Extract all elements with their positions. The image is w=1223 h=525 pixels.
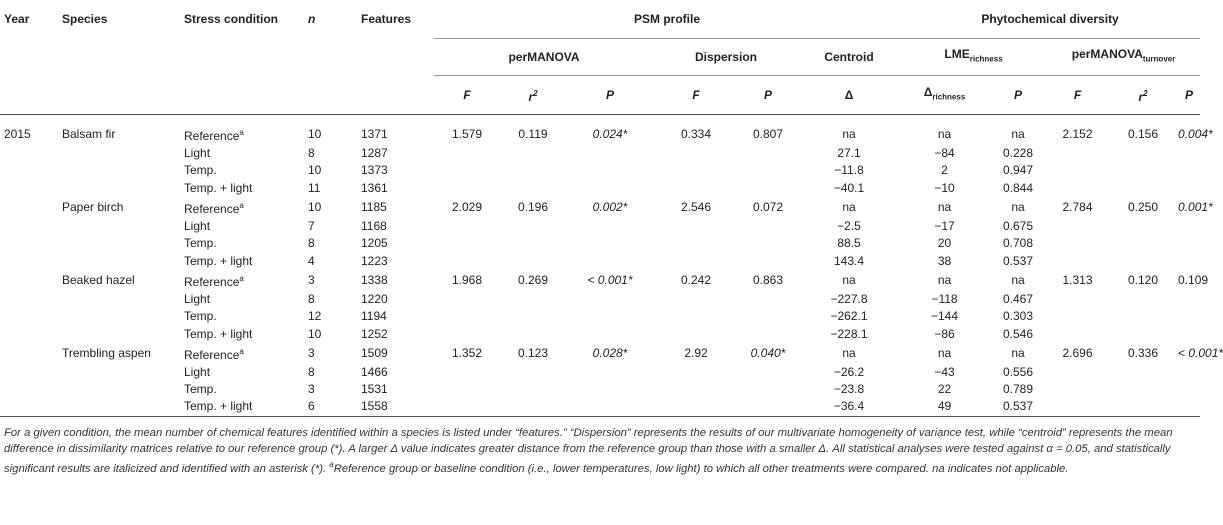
lme-p-cell: 0.556 [1003,364,1034,379]
species-cell [62,162,184,179]
table-row [0,325,1200,342]
permanova-f-cell [434,364,500,381]
dispersion-p-cell: 0.040* [750,345,786,360]
turnover-f-cell [1047,180,1108,197]
year-cell [0,308,62,325]
species-cell [62,381,184,398]
table-row [0,291,1200,308]
permanova-r2-cell: 0.269 [517,272,549,287]
turnover-p-cell [1178,180,1200,197]
header-permanova: perMANOVA [434,39,654,76]
species-cell [62,398,184,416]
permanova-r2-cell [500,162,566,179]
permanova-r2-cell [500,364,566,381]
n-cell: 12 [308,309,322,324]
centroid-delta-cell: 143.4 [833,253,865,268]
year-cell [0,325,62,342]
turnover-r2-cell: 0.120 [1128,272,1159,287]
lme-p-cell: na [1011,127,1025,141]
features-cell: 1205 [361,236,388,251]
dispersion-p-cell: 0.863 [752,272,784,287]
lme-delta-cell: 2 [941,163,948,178]
features-cell: 1287 [361,146,388,161]
features-cell: 1466 [361,364,388,379]
lme-delta-cell: 49 [937,399,952,414]
lme-delta-cell: −86 [934,326,955,341]
permanova-r2-cell [500,235,566,252]
turnover-f-cell: 2.784 [1062,199,1093,214]
table-row [0,124,1200,145]
header-lme-p: P [1014,87,1023,102]
permanova-p-cell [566,180,654,197]
header-psm-profile: PSM profile [434,0,900,39]
condition-cell: Light [184,364,211,379]
header-centroid-delta: Δ [844,87,854,102]
condition-cell: Temp. [184,236,217,251]
permanova-p-cell: 0.028* [592,345,628,360]
permanova-p-cell [566,398,654,416]
n-cell: 3 [308,272,315,287]
table-row [0,308,1200,325]
condition-cell: Reference$^a$ [184,128,244,143]
condition-cell: Light [184,291,211,306]
n-cell: 11 [308,180,321,195]
species-cell [62,291,184,308]
turnover-p-cell: 0.004* [1178,127,1213,141]
centroid-delta-cell: −262.1 [830,309,868,324]
permanova-f-cell [434,218,500,235]
features-cell: 1371 [361,127,388,141]
permanova-p-cell: 0.002* [592,199,628,214]
permanova-r2-cell [500,180,566,197]
dispersion-f-cell [654,162,738,179]
n-cell: 7 [308,219,315,234]
dispersion-f-cell: 0.334 [680,127,712,141]
turnover-f-cell [1047,162,1108,179]
features-cell: 1185 [361,199,387,214]
lme-p-cell: na [1011,345,1025,360]
permanova-r2-cell [500,291,566,308]
turnover-f-cell [1047,218,1108,235]
permanova-p-cell [566,218,654,235]
permanova-r2-cell: 0.196 [517,199,549,214]
header-dispersion: Dispersion [654,39,798,76]
lme-p-cell: 0.947 [1003,163,1034,178]
lme-p-cell: 0.303 [1003,309,1034,324]
turnover-f-cell [1047,325,1108,342]
turnover-f-cell [1047,381,1108,398]
turnover-f-cell: 2.696 [1062,345,1093,360]
turnover-r2-cell [1108,325,1178,342]
year-cell [0,398,62,416]
lme-p-cell: na [1011,199,1025,214]
turnover-r2-cell [1108,252,1178,269]
table-row [0,235,1200,252]
species-cell: Paper birch [62,199,124,214]
table-row [0,180,1200,197]
condition-cell: Reference$^a$ [184,346,244,362]
year-cell [0,252,62,269]
centroid-delta-cell: na [842,127,856,141]
header-phytochemical-diversity: Phytochemical diversity [900,0,1200,39]
table-row [0,197,1200,218]
header-features: Features [361,11,412,26]
dispersion-f-cell [654,218,738,235]
turnover-r2-cell [1108,381,1178,398]
n-cell: 6 [308,399,315,414]
table-row [0,218,1200,235]
n-cell: 4 [308,253,315,268]
turnover-p-cell [1178,381,1200,398]
centroid-delta-cell: na [842,199,856,214]
species-cell [62,325,184,342]
year-cell [0,364,62,381]
permanova-p-cell [566,235,654,252]
turnover-p-cell [1178,291,1200,308]
centroid-delta-cell: na [842,345,856,360]
species-cell [62,235,184,252]
permanova-p-cell [566,162,654,179]
centroid-delta-cell: −228.1 [830,326,868,341]
dispersion-p-cell [738,364,798,381]
permanova-f-cell: 1.352 [451,345,483,360]
year-cell [0,180,62,197]
centroid-delta-cell: −36.4 [833,399,865,414]
turnover-p-cell [1178,308,1200,325]
header-lme-richness: $LME_{richness}$ [900,39,1047,76]
features-cell: 1338 [361,272,388,287]
features-cell: 1531 [361,382,388,397]
turnover-f-cell [1047,145,1108,162]
species-cell [62,180,184,197]
centroid-delta-cell: 88.5 [837,236,861,251]
year-cell [0,343,62,364]
turnover-f-cell [1047,364,1108,381]
permanova-f-cell [434,381,500,398]
permanova-r2-cell [500,145,566,162]
header-species: Species [62,11,108,26]
permanova-r2-cell [500,218,566,235]
n-cell: 10 [308,163,322,178]
turnover-f-cell: 1.313 [1062,272,1093,287]
permanova-r2-cell: 0.123 [517,345,549,360]
features-cell: 1361 [361,180,388,195]
centroid-delta-cell: −40.1 [833,180,865,195]
features-cell: 1558 [361,399,388,414]
year-cell [0,145,62,162]
footnote-main: For a given condition, the mean number of chemical features identified within a species is listed under “features.” “Dispersion” represents the results of our multivariate homogeneity of variance test, while “centroid” represents the mean difference in dissimilarity matrices relative to our reference group (*). A larger Δ value indicates greater distance from the reference group than those with a smaller Δ. All statistical analyses were tested against α = 0.05, and statistically significant results are italicized and identified with an asterisk (*). [4,427,1173,476]
permanova-f-cell [434,308,500,325]
turnover-f-cell [1047,398,1108,416]
turnover-r2-cell [1108,235,1178,252]
dispersion-f-cell [654,364,738,381]
condition-cell: Reference$^a$ [184,200,244,216]
centroid-delta-cell: −2.5 [837,219,861,234]
condition-cell: Temp. + light [184,399,253,414]
header-disp-f: F [692,87,700,102]
dispersion-f-cell [654,325,738,342]
header-centroid: Centroid [798,39,900,76]
lme-p-cell: 0.675 [1003,219,1034,234]
turnover-r2-cell [1108,145,1178,162]
lme-p-cell: 0.537 [1003,399,1034,414]
features-cell: 1220 [361,291,388,306]
turnover-p-cell [1178,145,1200,162]
turnover-f-cell [1047,291,1108,308]
permanova-r2-cell [500,308,566,325]
header-turn-p: P [1185,87,1194,102]
lme-p-cell: 0.228 [1003,146,1034,161]
dispersion-p-cell [738,162,798,179]
condition-cell: Temp. + light [184,253,253,268]
lme-delta-cell: −10 [934,180,955,195]
footnote-reference: Reference group or baseline condition (i.e., lower temperatures, low light) to which all other treatments were compared. na indicates not applicable. [333,463,1069,476]
header-stress-condition: Stress condition [184,11,279,26]
condition-cell: Temp. [184,163,217,178]
permanova-r2-cell [500,381,566,398]
header-perm-r2: $r^2$ [528,88,538,104]
permanova-p-cell: < 0.001* [587,272,633,287]
centroid-delta-cell: 27.1 [837,146,861,161]
lme-p-cell: 0.844 [1003,180,1034,195]
dispersion-f-cell [654,291,738,308]
dispersion-f-cell [654,398,738,416]
permanova-f-cell [434,180,500,197]
year-cell [0,235,62,252]
permanova-p-cell [566,325,654,342]
turnover-f-cell: 2.152 [1062,127,1093,141]
n-cell: 8 [308,146,315,161]
lme-delta-cell: na [937,127,952,141]
centroid-delta-cell: −23.8 [833,382,865,397]
year-cell [0,270,62,291]
lme-p-cell: 0.467 [1003,291,1034,306]
centroid-delta-cell: −227.8 [830,291,868,306]
features-cell: 1168 [361,219,387,234]
permanova-f-cell [434,291,500,308]
condition-cell: Temp. [184,309,217,324]
turnover-r2-cell [1108,218,1178,235]
table-row [0,145,1200,162]
permanova-p-cell [566,145,654,162]
permanova-r2-cell: 0.119 [518,127,548,141]
permanova-f-cell [434,325,500,342]
dispersion-p-cell [738,235,798,252]
table-row [0,162,1200,179]
table-row [0,398,1200,416]
turnover-r2-cell [1108,364,1178,381]
dispersion-f-cell [654,145,738,162]
header-turn-f: F [1073,87,1082,102]
turnover-r2-cell: 0.156 [1128,127,1159,141]
n-cell: 10 [308,127,322,141]
table-row [0,270,1200,291]
turnover-f-cell [1047,308,1108,325]
year-cell: 2015 [4,127,31,141]
table-row [0,381,1200,398]
centroid-delta-cell: −26.2 [833,364,865,379]
permanova-f-cell [434,252,500,269]
lme-delta-cell: na [937,345,952,360]
features-cell: 1223 [361,253,388,268]
features-cell: 1373 [361,163,388,178]
condition-cell: Temp. + light [184,180,253,195]
species-cell [62,218,184,235]
turnover-r2-cell [1108,398,1178,416]
condition-cell: Light [184,146,211,161]
species-cell [62,364,184,381]
header-year: Year [4,11,30,26]
dispersion-p-cell [738,180,798,197]
turnover-p-cell [1178,398,1200,416]
permanova-p-cell: 0.024* [592,127,628,141]
turnover-p-cell [1178,218,1200,235]
header-disp-p: P [763,87,772,102]
dispersion-p-cell [738,291,798,308]
permanova-f-cell [434,145,500,162]
features-cell: 1509 [361,345,388,360]
n-cell: 10 [308,199,322,214]
lme-delta-cell: 38 [937,253,952,268]
species-cell: Balsam fir [62,127,116,141]
table-row [0,252,1200,269]
year-cell [0,218,62,235]
turnover-r2-cell [1108,308,1178,325]
turnover-p-cell [1178,325,1200,342]
dispersion-p-cell [738,325,798,342]
lme-delta-cell: 22 [937,382,952,397]
permanova-r2-cell [500,252,566,269]
turnover-f-cell [1047,252,1108,269]
condition-cell: Temp. [184,382,217,397]
turnover-r2-cell: 0.336 [1128,345,1159,360]
permanova-p-cell [566,381,654,398]
turnover-p-cell [1178,235,1200,252]
permanova-r2-cell [500,325,566,342]
permanova-r2-cell [500,398,566,416]
lme-delta-cell: −118 [931,291,958,306]
lme-delta-cell: −144 [931,309,959,324]
table-row [0,343,1200,364]
lme-delta-cell: 20 [937,236,952,251]
dispersion-f-cell [654,235,738,252]
lme-p-cell: na [1011,272,1025,287]
condition-cell: Light [184,219,211,234]
features-cell: 1252 [361,326,388,341]
year-cell [0,291,62,308]
lme-p-cell: 0.546 [1003,326,1034,341]
turnover-f-cell [1047,235,1108,252]
species-cell: Beaked hazel [62,272,135,287]
turnover-r2-cell [1108,291,1178,308]
dispersion-p-cell [738,218,798,235]
turnover-r2-cell [1108,180,1178,197]
condition-cell: Reference$^a$ [184,273,244,289]
dispersion-f-cell [654,180,738,197]
header-turn-r2: $r^2$ [1138,88,1148,104]
lme-delta-cell: na [937,199,952,214]
year-cell [0,381,62,398]
dispersion-p-cell: 0.072 [752,199,784,214]
dispersion-f-cell: 2.92 [684,345,708,360]
dispersion-f-cell [654,381,738,398]
n-cell: 8 [308,291,315,306]
species-cell [62,308,184,325]
dispersion-f-cell: 0.242 [680,272,712,287]
year-cell [0,162,62,179]
year-cell [0,197,62,218]
permanova-p-cell [566,364,654,381]
dispersion-f-cell [654,308,738,325]
n-cell: 8 [308,364,315,379]
permanova-f-cell: 1.579 [451,127,483,141]
lme-p-cell: 0.789 [1003,382,1034,397]
permanova-f-cell [434,162,500,179]
dispersion-p-cell [738,308,798,325]
turnover-p-cell [1178,364,1200,381]
permanova-f-cell [434,235,500,252]
n-cell: 8 [308,236,315,251]
header-n: n [308,11,316,26]
species-cell [62,145,184,162]
permanova-p-cell [566,291,654,308]
header-perm-p: P [605,87,614,102]
permanova-f-cell: 1.968 [451,272,483,287]
lme-p-cell: 0.708 [1003,236,1034,251]
turnover-p-cell: < 0.001* [1178,345,1223,360]
permanova-f-cell: 2.029 [451,199,483,214]
lme-delta-cell: −84 [934,146,955,161]
species-cell [62,252,184,269]
dispersion-p-cell [738,381,798,398]
permanova-f-cell [434,398,500,416]
species-cell: Trembling aspen [62,345,151,360]
dispersion-p-cell [738,252,798,269]
turnover-r2-cell: 0.250 [1128,199,1159,214]
turnover-r2-cell [1108,162,1178,179]
lme-delta-cell: −17 [934,219,955,234]
features-cell: 1194 [361,309,387,324]
header-permanova-turnover: perMANOVA$_{turnover}$ [1047,39,1200,76]
turnover-p-cell [1178,252,1200,269]
turnover-p-cell: 0.001* [1178,199,1213,214]
footnote-marker: a [329,460,334,470]
lme-p-cell: 0.537 [1003,253,1034,268]
lme-delta-cell: −43 [934,364,955,379]
lme-delta-cell: na [937,272,952,287]
n-cell: 3 [308,345,315,360]
permanova-p-cell [566,252,654,269]
centroid-delta-cell: na [842,272,856,287]
n-cell: 10 [308,326,322,341]
n-cell: 3 [308,382,315,397]
table-footnote [4,425,1194,477]
header-delta-richness: $\Delta_{richness}$ [923,85,966,102]
table-row [0,364,1200,381]
centroid-delta-cell: −11.8 [834,163,864,178]
dispersion-p-cell [738,398,798,416]
dispersion-f-cell [654,252,738,269]
permanova-p-cell [566,308,654,325]
dispersion-f-cell: 2.546 [680,199,712,214]
dispersion-p-cell [738,145,798,162]
turnover-p-cell [1178,162,1200,179]
condition-cell: Temp. + light [184,326,253,341]
turnover-p-cell: 0.109 [1178,272,1209,287]
header-perm-f: F [463,87,471,102]
dispersion-p-cell: 0.807 [752,127,784,141]
